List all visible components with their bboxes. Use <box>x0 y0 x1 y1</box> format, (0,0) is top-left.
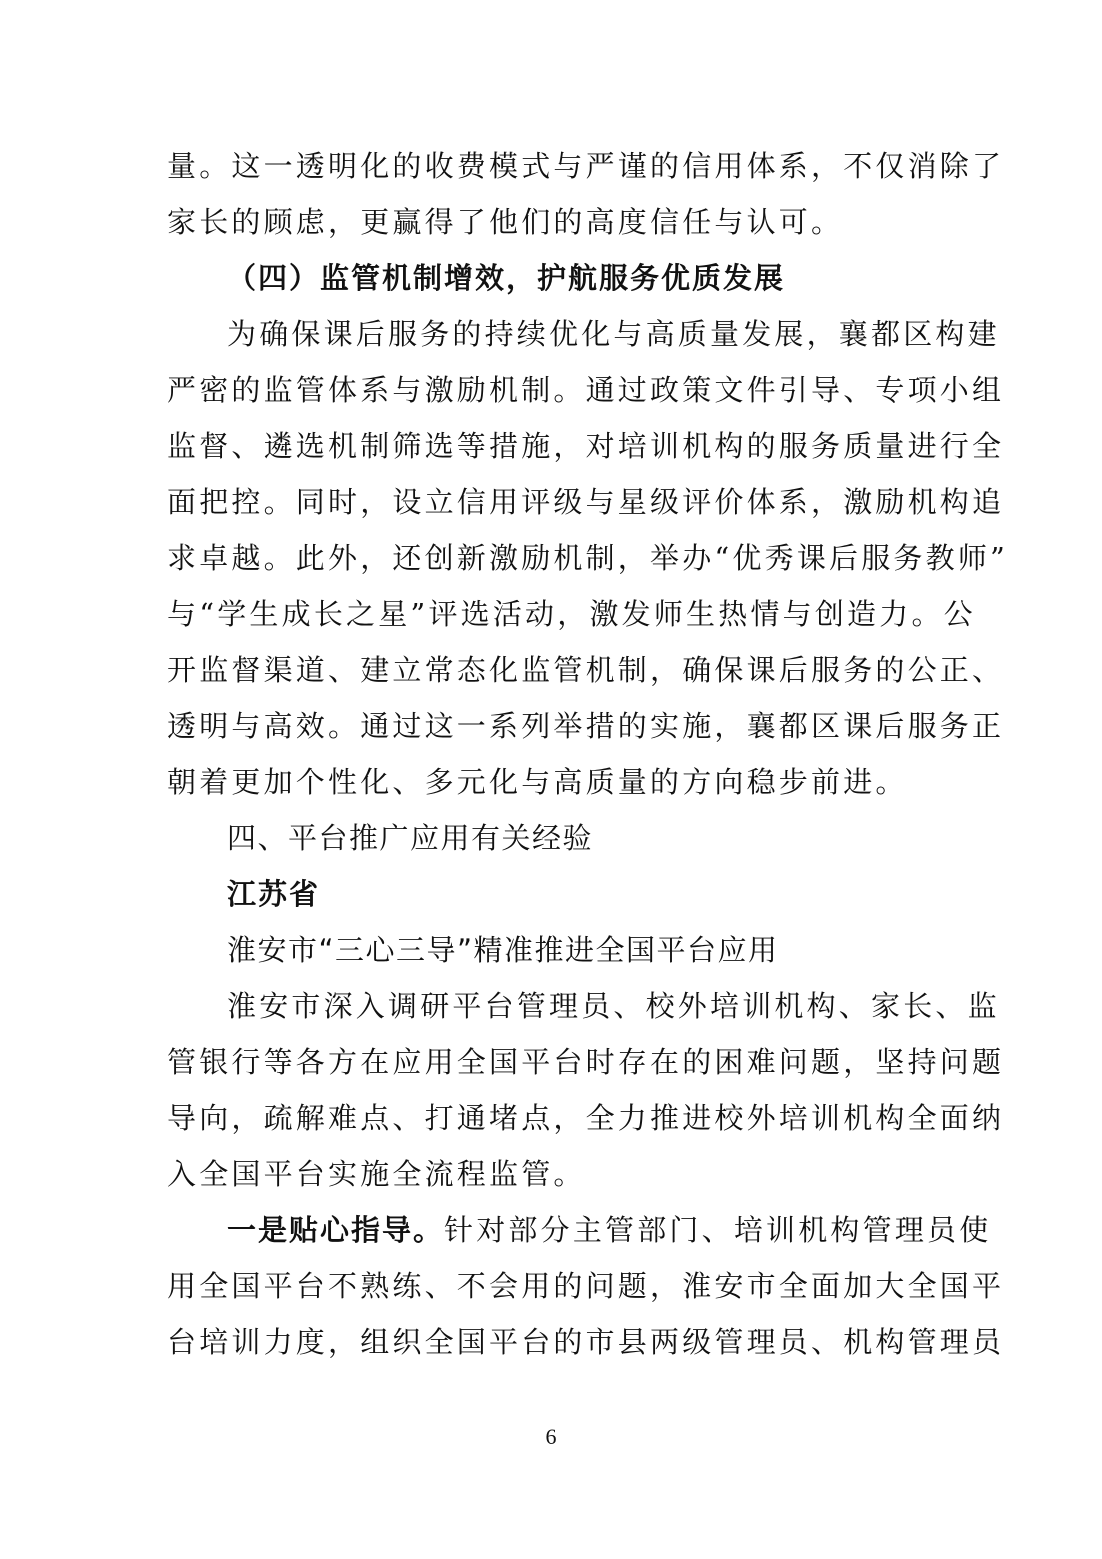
text-line: 开监督渠道、建立常态化监管机制，确保课后服务的公正、 <box>167 653 1005 687</box>
text-line <box>227 1202 991 1258</box>
text-line: 朝着更加个性化、多元化与高质量的方向稳步前进。 <box>167 765 908 799</box>
article-title: 淮安市“三心三导”精准推进全国平台应用 <box>227 933 779 967</box>
text-line: 淮安市深入调研平台管理员、校外培训机构、家长、监 <box>227 989 1000 1023</box>
text-line: 管银行等各方在应用全国平台时存在的困难问题，坚持问题 <box>167 1045 1005 1079</box>
text-line: 为确保课后服务的持续优化与高质量发展，襄都区构建 <box>227 317 1000 351</box>
text-line: 台培训力度，组织全国平台的市县两级管理员、机构管理员 <box>167 1325 1005 1359</box>
text-line-rest: 针对部分主管部门、培训机构管理员使 <box>444 1213 992 1247</box>
chapter-heading: 四、平台推广应用有关经验 <box>227 821 594 855</box>
text-line: 严密的监管体系与激励机制。通过政策文件引导、专项小组 <box>167 373 1005 407</box>
lead-phrase: 一是贴心指导。 <box>227 1213 445 1247</box>
text-line: 监督、遴选机制筛选等措施，对培训机构的服务质量进行全 <box>167 429 1005 463</box>
text-line: 求卓越。此外，还创新激励机制，举办“优秀课后服务教师” <box>167 541 1009 575</box>
text-line: 导向，疏解难点、打通堵点，全力推进校外培训机构全面纳 <box>167 1101 1005 1135</box>
text-line: 家长的顾虑，更赢得了他们的高度信任与认可。 <box>167 205 844 239</box>
text-line: 与“学生成长之星”评选活动，激发师生热情与创造力。公 <box>167 597 976 631</box>
text-line: 用全国平台不熟练、不会用的问题，淮安市全面加大全国平 <box>167 1269 1005 1303</box>
text-line: 入全国平台实施全流程监管。 <box>167 1157 586 1191</box>
text-line: 量。这一透明化的收费模式与严谨的信用体系，不仅消除了 <box>167 149 1005 183</box>
province-heading: 江苏省 <box>227 877 321 911</box>
section-heading: （四）监管机制增效，护航服务优质发展 <box>227 261 786 295</box>
text-line: 面把控。同时，设立信用评级与星级评价体系，激励机构追 <box>167 485 1005 519</box>
page-number: 6 <box>545 1424 557 1449</box>
text-line: 透明与高效。通过这一系列举措的实施，襄都区课后服务正 <box>167 709 1005 743</box>
